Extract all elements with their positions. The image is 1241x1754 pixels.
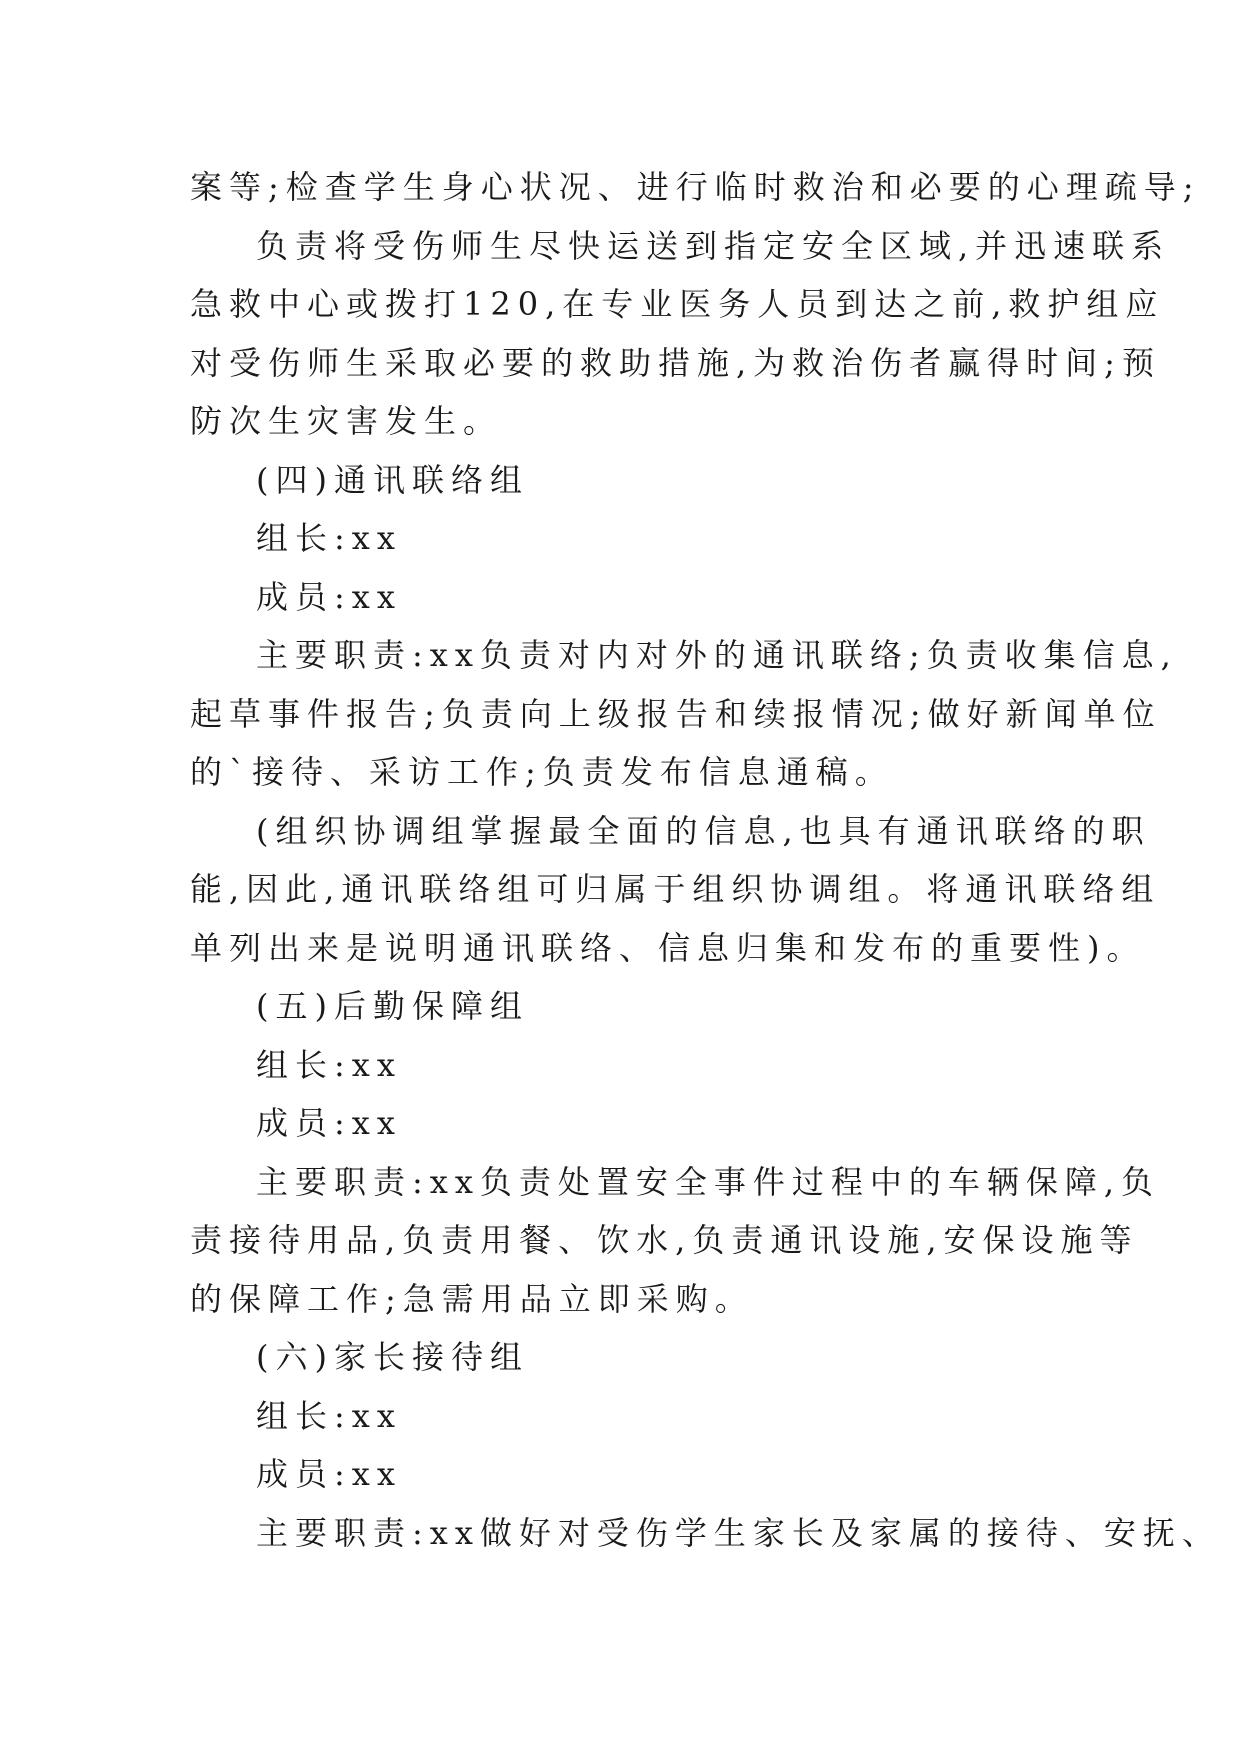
paragraph-line: 的保障工作;急需用品立即采购。 — [190, 1279, 754, 1318]
paragraph-line: 起草事件报告;负责向上级报告和续报情况;做好新闻单位 — [190, 694, 1162, 733]
section-heading: (六)家长接待组 — [256, 1338, 529, 1376]
section-heading: (四)通讯联络组 — [256, 460, 529, 499]
paragraph-line: 责接待用品,负责用餐、饮水,负责通讯设施,安保设施等 — [190, 1221, 1139, 1259]
paragraph-line: 主要职责:xx负责对内对外的通讯联络;负责收集信息, — [256, 636, 1178, 674]
paragraph-line: 负责将受伤师生尽快运送到指定安全区域,并迅速联系 — [256, 226, 1171, 265]
group-leader: 组长:xx — [256, 519, 402, 557]
paragraph-line: 对受伤师生采取必要的救助措施,为救治伤者赢得时间;预 — [190, 343, 1161, 382]
paragraph-line: 的`接待、采访工作;负责发布信息通稿。 — [190, 753, 894, 791]
group-leader: 组长:xx — [256, 1396, 402, 1435]
document-body — [190, 158, 1221, 1562]
group-leader: 组长:xx — [256, 1045, 402, 1084]
paragraph-line: 防次生灾害发生。 — [190, 402, 503, 440]
section-heading: (五)后勤保障组 — [256, 987, 529, 1025]
group-members: 成员:xx — [256, 1104, 402, 1142]
group-members: 成员:xx — [256, 577, 402, 616]
paragraph-line: 主要职责:xx负责处置安全事件过程中的车辆保障,负 — [256, 1162, 1161, 1201]
paragraph-line: 案等;检查学生身心状况、进行临时救治和必要的心理疏导; — [190, 168, 1201, 206]
paragraph-line: 主要职责:xx做好对受伤学生家长及家属的接待、安抚、 — [256, 1513, 1221, 1552]
paragraph-line: 单列出来是说明通讯联络、信息归集和发布的重要性)。 — [190, 928, 1146, 967]
paragraph-line: 能,因此,通讯联络组可归属于组织协调组。将通讯联络组 — [190, 870, 1161, 908]
paragraph-line: 急救中心或拨打120,在专业医务人员到达之前,救护组应 — [190, 285, 1165, 323]
paragraph-line: (组织协调组掌握最全面的信息,也具有通讯联络的职 — [256, 811, 1151, 850]
group-members: 成员:xx — [256, 1455, 402, 1493]
